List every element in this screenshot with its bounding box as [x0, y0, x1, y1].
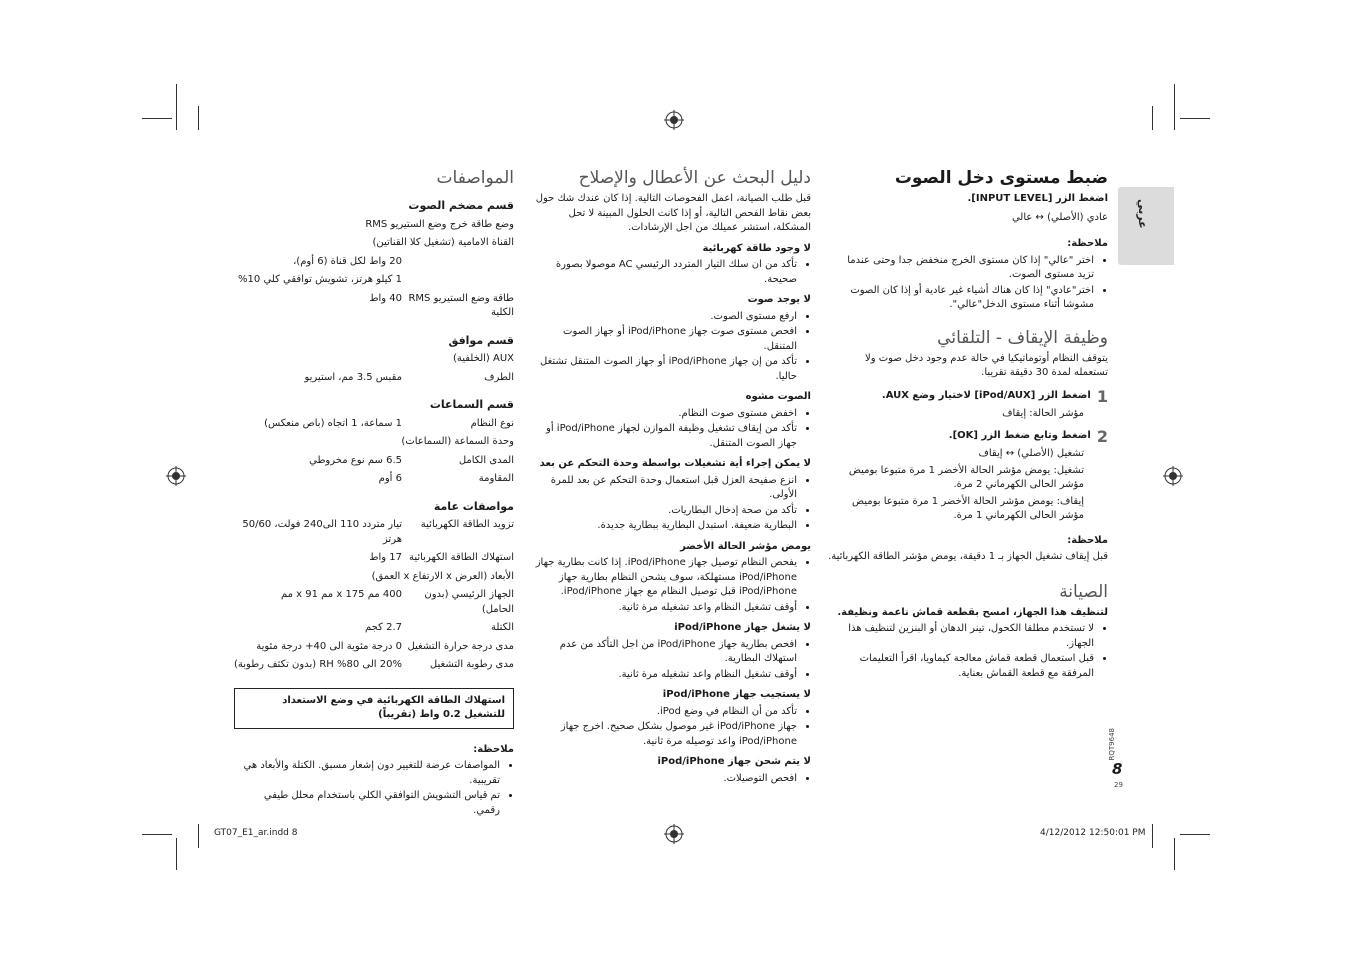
right-column: [828, 167, 1108, 685]
list-item: • يفحص النظام توصيل جهاز iPod/iPhone. إذا كانت بطارية جهاز iPod/iPhone مستهلكة، سوف يشحن النظام بطارية جهاز iPod/iPhone قبل توصيل النظام مع جهاز iPod/iPhone.: [533, 556, 797, 600]
spec-key: تزويد الطاقة الكهربائية: [420, 519, 514, 530]
table-row: [234, 254, 514, 273]
terminal-heading: قسم موافق: [448, 333, 514, 347]
auto-note: قبل إيقاف تشغيل الجهاز بـ 1 دقيقة، يومض مؤشر الطاقة الكهربائية.: [828, 551, 1108, 562]
list-item: • تأكد من إيقاف تشغيل وظيفة الموازن لجهاز iPod/iPhone أو جهاز الصوت المتنقل.: [533, 422, 797, 451]
crop-mark: [1152, 824, 1153, 848]
list-item: • افحص مستوى صوت جهاز iPod/iPhone أو جهاز الصوت المتنقل.: [533, 325, 797, 354]
step-text: اضغط الزر [iPod/AUX] لاختيار وضع AUX.: [881, 389, 1091, 401]
list-item: • قبل استعمال قطعة قماش معالجة كيماويا، اقرأ التعليمات المرفقة مع قطعة القماش بعناية.: [828, 652, 1094, 681]
auto-off-title: وظيفة الإيقاف - التلقائي: [937, 327, 1108, 348]
terminal-table: [234, 351, 514, 388]
spec-key: المقاومة: [478, 473, 514, 484]
spec-key: نوع النظام: [470, 417, 514, 429]
section-heading: يومض مؤشر الحالة الأخضر: [680, 540, 811, 552]
list-item: • أوقف تشغيل النظام واعد تشغيله مرة ثانية.: [533, 668, 797, 683]
spec-value: 400 مم x 175 مم x 91 مم: [280, 589, 402, 600]
amp-heading: قسم مضخم الصوت: [408, 199, 514, 212]
table-row: [234, 550, 514, 569]
step-2-line: تشغيل: يومض مؤشر الحالة الأخضر 1 مرة متبوعا بوميض مؤشر الحالى الكهرماني 2 مرة.: [848, 464, 1084, 490]
registration-mark-icon: [664, 110, 684, 130]
step-number: 2: [1096, 427, 1108, 446]
section-list: [533, 556, 811, 615]
step-2: [828, 429, 1108, 445]
section-heading: لا وجود طاقة كهربائية: [702, 242, 811, 254]
list-item: • افحص بطارية جهاز iPod/iPhone من اجل التأكد من عدم استهلاك البطارية.: [533, 638, 797, 667]
spec-value: تيار متردد 110 الى240 فولت، 50/60 هرتز: [242, 519, 402, 545]
middle-column: [533, 167, 811, 790]
spec-value: 17 واط: [369, 552, 402, 563]
crop-mark: [1180, 118, 1210, 119]
step-2-line: تشغيل (الأصلي) ↔ إيقاف: [978, 448, 1084, 459]
step-text: اضغط وتابع ضغط الزر [OK].: [948, 430, 1091, 441]
spec-value: 20% الى 80% RH (بدون تكثف رطوبة): [234, 659, 402, 670]
section-list: [533, 310, 811, 385]
care-title: الصيانة: [1059, 581, 1108, 602]
care-subtitle: لتنظيف هذا الجهاز، امسح بقطعة قماش ناعمة ونظيفة.: [837, 606, 1108, 618]
step-2-line: إيقاف: يومض مؤشر الحالة الأخضر 1 مرة متبوعا بوميض مؤشر الحالى الكهرماني 1 مرة.: [851, 495, 1084, 521]
footer-date: 4/12/2012 12:50:01 PM: [1040, 828, 1146, 838]
list-item: • تأكد من إن جهاز iPod/iPhone أو جهاز الصوت المتنقل تشتغل حاليا.: [533, 355, 797, 384]
care-list: [828, 622, 1108, 681]
section-list: [533, 705, 811, 750]
step-number: 1: [1096, 386, 1108, 406]
input-notes-list: [828, 254, 1108, 313]
section-list: [533, 474, 811, 534]
list-item: • تأكد من صحة إدخال البطاريات.: [533, 504, 797, 519]
table-row: [234, 587, 514, 620]
spec-key: مدى رطوبة التشغيل: [429, 659, 514, 670]
document-id: RQT9648: [1108, 728, 1116, 761]
spec-key: وحدة السماعة (السماعات): [401, 436, 514, 447]
language-tab-label: عربي: [1136, 199, 1149, 229]
crop-mark: [198, 824, 199, 848]
step-1-sub: مؤشر الحالة: إيقاف: [1002, 407, 1084, 419]
language-tab: [1118, 187, 1174, 265]
table-row: [234, 416, 514, 435]
footer-file: GT07_E1_ar.indd 8: [214, 828, 298, 838]
spec-value: 1 كيلو هرتز، تشويش توافقي كلي 10%: [238, 274, 402, 285]
table-row: [234, 272, 514, 291]
table-row: [234, 657, 514, 676]
spec-key: وضع طاقة خرج وضع الستيريو RMS: [365, 218, 514, 230]
spec-key: استهلاك الطاقة الكهربائية: [408, 552, 514, 563]
section-list: [533, 772, 811, 787]
spec-key: القناة الامامية (تشغيل كلا القناتين): [372, 237, 514, 248]
section-heading: لا يشغل جهاز iPod/iPhone: [674, 622, 811, 633]
general-table: [234, 517, 514, 676]
list-item: • البطارية ضعيفة. استبدل البطارية ببطارية جديدة.: [533, 519, 797, 534]
crop-mark: [1174, 838, 1175, 870]
spec-key: AUX (الخلفية): [452, 353, 514, 364]
crop-mark: [142, 834, 172, 835]
table-row: [234, 517, 514, 550]
auto-off-intro: يتوقف النظام أوتوماتيكيا في حالة عدم وجود دخل صوت ولا تستعمله لمدة 30 دقيقة تقريبا.: [865, 352, 1108, 378]
auto-note-label: ملاحظة:: [1067, 534, 1108, 546]
amp-table: [234, 217, 514, 324]
crop-mark: [1152, 106, 1153, 130]
crop-mark: [176, 838, 177, 870]
crop-mark: [176, 84, 177, 130]
general-heading: مواصفات عامة: [433, 499, 514, 513]
spec-value: 6.5 سم نوع مخروطي: [309, 454, 402, 466]
spec-key: الجهاز الرئيسي (بدون الحامل): [424, 589, 514, 615]
section-heading: لا يستجيب جهاز iPod/iPhone: [662, 689, 811, 700]
list-item: • ارفع مستوى الصوت.: [533, 310, 797, 325]
spec-value: 2.7 كجم: [365, 622, 402, 633]
table-row: [234, 217, 514, 236]
spec-value: 6 أوم: [378, 473, 402, 484]
crop-mark: [198, 106, 199, 130]
list-item: • لا تستخدم مطلقا الكحول، تينر الدهان أو البنزين لتنظيف هذا الجهاز.: [828, 622, 1094, 651]
page-sub-number: 29: [1114, 781, 1123, 789]
table-row: [234, 370, 514, 389]
section-list: [533, 407, 811, 452]
spec-key: الأبعاد (العرض x الارتفاع x العمق): [371, 570, 514, 582]
standby-power-box: استهلاك الطاقة الكهربائية في وضع الاستعداد للتشغيل 0.2 واط (تقريباً): [234, 688, 514, 729]
spec-key: مدى درجة حرارة التشغيل: [407, 640, 514, 652]
list-item: • تأكد من أن النظام في وضع iPod.: [533, 705, 797, 720]
troubleshooting-title: دليل البحث عن الأعطال والإصلاح: [578, 168, 811, 188]
registration-mark-icon: [1163, 466, 1183, 486]
list-item: • تأكد من ان سلك التيار المتردد الرئيسي AC موصولا بصورة صحيحة.: [533, 258, 797, 287]
section-list: [533, 258, 811, 287]
specifications-title: المواصفات: [436, 168, 514, 188]
list-item: • افحص التوصيلات.: [533, 772, 797, 787]
troubleshooting-intro: قبل طلب الصيانة، اعمل الفحوصات التالية. إذا كان عندك شك حول بعض نقاط الفحص التالية، أو إذا كانت الحلول المبينة لا تحل المشكلة، استشر عميلك من اجل الإرشادات.: [535, 193, 811, 233]
table-row: [234, 471, 514, 490]
input-level-title: ضبط مستوى دخل الصوت: [894, 168, 1108, 188]
spec-value: 1 سماعة، 1 اتجاه (باص منعكس): [264, 417, 402, 429]
step-1: [828, 386, 1108, 406]
spec-value: 20 واط لكل قناة (6 أوم)،: [293, 255, 402, 267]
list-item: • اختر "عالي" إذا كان مستوى الخرج منخفض جدا وحتى عندما تزيد مستوى الصوت.: [828, 254, 1094, 283]
speaker-table: [234, 416, 514, 490]
list-item: • جهاز iPod/iPhone غير موصول بشكل صحيح. اخرج جهاز iPod/iPhone واعد توصيله مرة ثانية.: [533, 720, 797, 749]
section-heading: لا يوجد صوت: [747, 294, 811, 305]
crop-mark: [1180, 834, 1210, 835]
page-number: 8: [1112, 760, 1123, 778]
spec-value: 40 واط: [369, 292, 402, 304]
spec-key: الطرف: [484, 371, 514, 383]
section-list: [533, 638, 811, 683]
table-row: [234, 639, 514, 658]
table-row: [234, 351, 514, 370]
spec-notes-list: [234, 759, 514, 818]
input-level-toggle: عادي (الأصلي) ↔ عالي: [1011, 211, 1108, 223]
table-row: [234, 434, 514, 453]
table-row: [234, 569, 514, 588]
input-level-instruction: اضغط الزر [INPUT LEVEL].: [967, 193, 1108, 204]
list-item: • تم قياس التشويش التوافقي الكلي باستخدام محلل طيفي رقمي.: [234, 789, 500, 818]
list-item: • أوقف تشغيل النظام واعد تشغيله مرة ثانية.: [533, 601, 797, 616]
spec-key: طاقة وضع الستيريو RMS الكلية: [408, 292, 514, 318]
section-heading: لا يتم شحن جهاز iPod/iPhone: [657, 756, 811, 767]
table-row: [234, 235, 514, 254]
registration-mark-icon: [664, 824, 684, 844]
table-row: [234, 453, 514, 472]
section-heading: الصوت مشوه: [745, 391, 811, 402]
step-2-details: [828, 447, 1108, 524]
speaker-heading: قسم السماعات: [429, 398, 514, 411]
table-row: [234, 291, 514, 324]
notes-label: ملاحظة:: [1067, 238, 1108, 249]
list-item: • اخفض مستوى صوت النظام.: [533, 407, 797, 422]
spec-notes-label: ملاحظة:: [473, 743, 514, 755]
spec-key: الكتلة: [490, 622, 514, 633]
registration-mark-icon: [166, 466, 186, 486]
section-heading: لا يمكن إجراء أية تشغيلات بواسطة وحدة التحكم عن بعد: [539, 458, 811, 469]
list-item: • اختر"عادي" إذا كان هناك أشياء غير عادية أو إذا كان الصوت مشوشا أثناء مستوى الدخل"عالي".: [828, 284, 1094, 313]
list-item: • المواصفات عرضة للتغيير دون إشعار مسبق. الكتلة والأبعاد هي تقريبية.: [234, 759, 500, 788]
spec-value: 0 درجة مئوية الى 40+ درجة مئوية: [256, 640, 402, 652]
spec-value: مقبس 3.5 مم، استيريو: [304, 371, 402, 383]
list-item: • انزع صفيحة العزل قبل استعمال وحدة التحكم عن بعد للمرة الأولى.: [533, 474, 797, 503]
left-column: [234, 167, 514, 822]
spec-key: المدى الكامل: [458, 454, 514, 466]
crop-mark: [1174, 84, 1175, 130]
crop-mark: [142, 118, 172, 119]
table-row: [234, 620, 514, 639]
